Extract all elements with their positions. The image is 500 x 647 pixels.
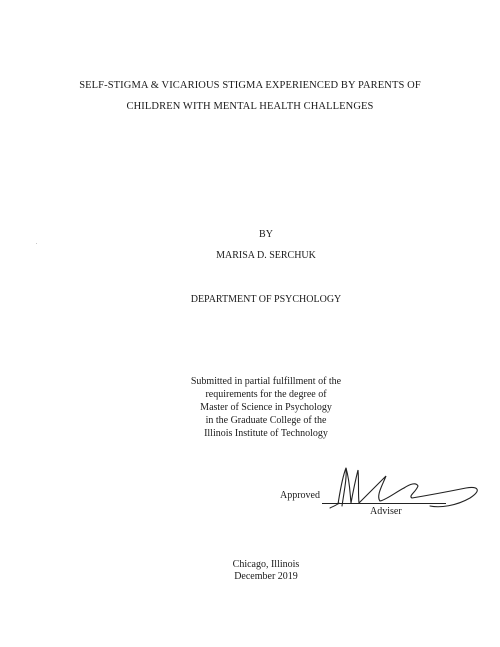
submission-line: Master of Science in Psychology — [200, 402, 332, 413]
location: Chicago, Illinois — [232, 559, 300, 570]
scan-speck — [36, 243, 37, 244]
submission-line: in the Graduate College of the — [205, 415, 327, 426]
submission-line: requirements for the degree of — [205, 389, 327, 400]
by-label: BY — [259, 229, 273, 240]
author-name: MARISA D. SERCHUK — [216, 250, 316, 261]
adviser-signature — [320, 456, 490, 521]
submission-line: Submitted in partial fulfillment of the — [190, 376, 342, 387]
date: December 2019 — [234, 571, 298, 582]
thesis-title-line-1: SELF-STIGMA & VICARIOUS STIGMA EXPERIENCED BY PARENTS OF — [79, 80, 421, 91]
footer-block — [0, 559, 500, 583]
adviser-label: Adviser — [370, 506, 402, 517]
submission-statement — [0, 375, 500, 440]
approved-label: Approved — [280, 490, 320, 501]
department-name: DEPARTMENT OF PSYCHOLOGY — [190, 294, 342, 305]
thesis-title-line-2: CHILDREN WITH MENTAL HEALTH CHALLENGES — [126, 101, 374, 112]
submission-line: Illinois Institute of Technology — [204, 428, 328, 439]
